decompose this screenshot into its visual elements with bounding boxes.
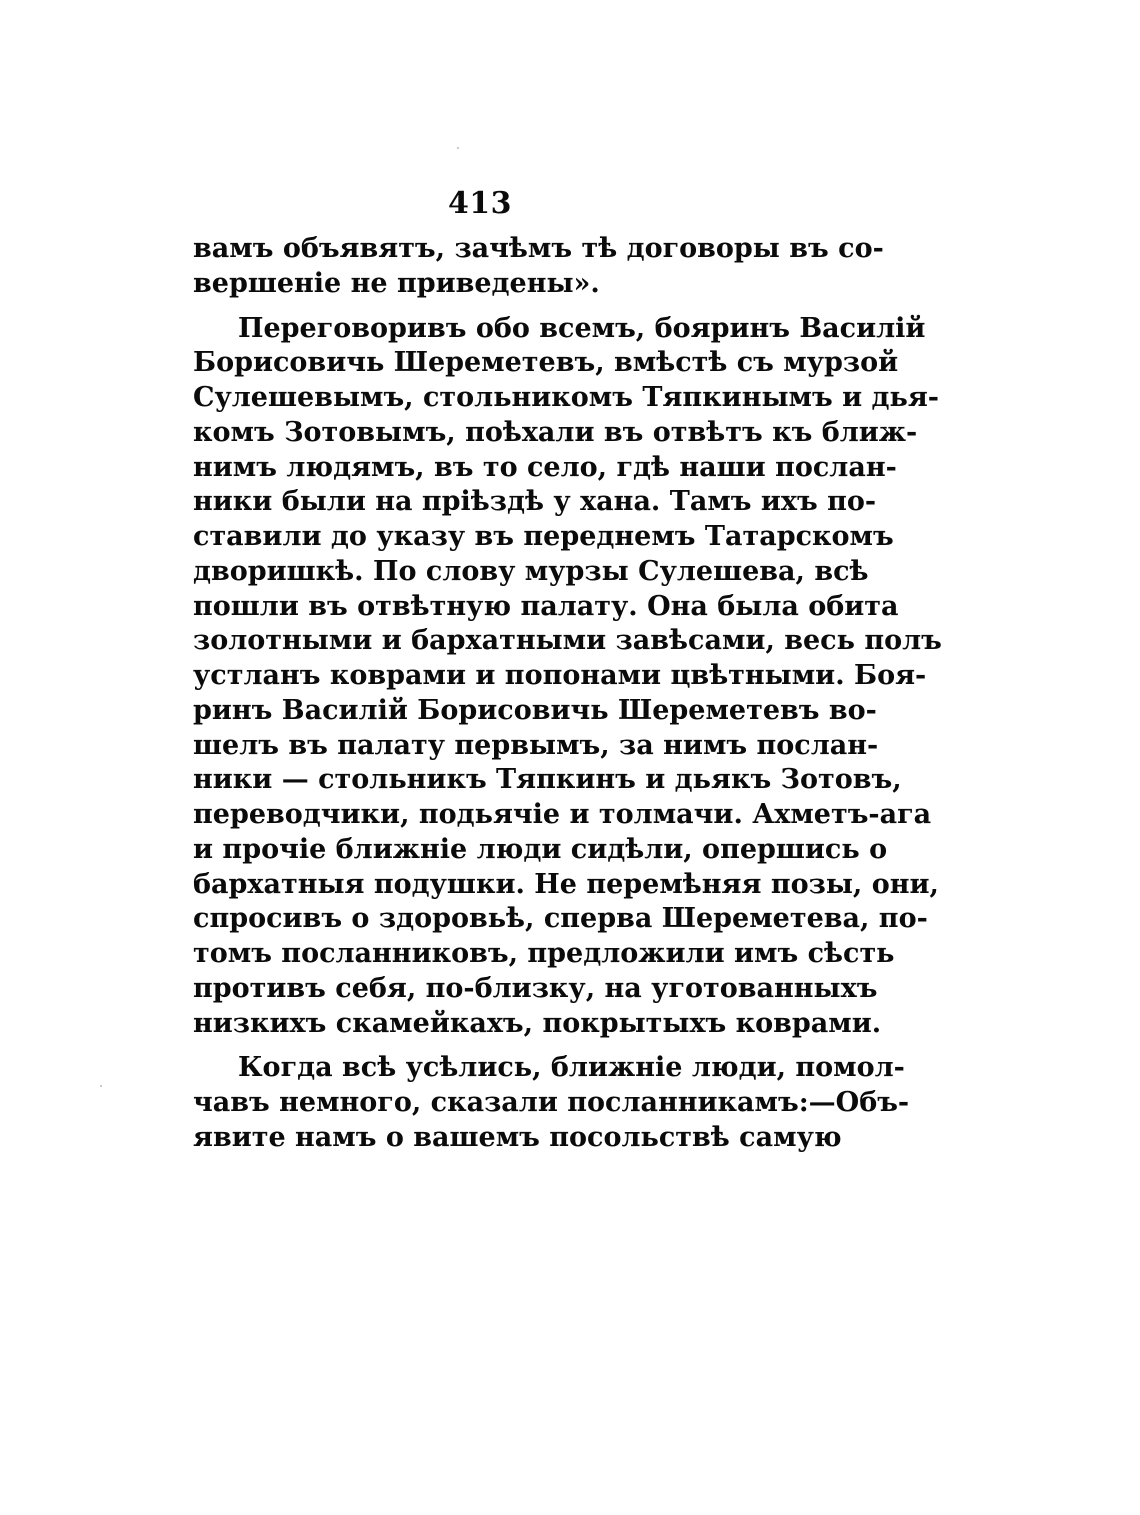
text-line: томъ посланниковъ, предложили имъ сѣсть bbox=[193, 938, 895, 969]
text-line: нимъ людямъ, въ то село, гдѣ наши послан- bbox=[193, 451, 897, 483]
text-line: явите намъ о вашемъ посольствѣ самую bbox=[193, 1121, 842, 1153]
paragraph-1 bbox=[193, 232, 884, 302]
text-line: пошли въ отвѣтную палату. Она была обита bbox=[193, 590, 899, 622]
text-line: вершеніе не приведены». bbox=[193, 267, 600, 299]
text-line: вамъ объявятъ, зачѣмъ тѣ договоры въ со- bbox=[193, 233, 884, 264]
text-line: переводчики, подьячіе и толмачи. Ахметъ-ага bbox=[193, 799, 932, 830]
text-line: Переговоривъ обо всемъ, бояринъ Василій bbox=[238, 312, 926, 344]
text-line: ники — стольникъ Тяпкинъ и дьякъ Зотовъ, bbox=[193, 764, 902, 796]
text-line: низкихъ скамейкахъ, покрытыхъ коврами. bbox=[193, 1007, 882, 1039]
paper-speck bbox=[457, 147, 459, 149]
text-line: золотными и бархатными завѣсами, весь полъ bbox=[193, 625, 942, 657]
text-line: комъ Зотовымъ, поѣхали въ отвѣтъ къ ближ- bbox=[193, 416, 918, 448]
text-line: дворишкѣ. По слову мурзы Сулешева, всѣ bbox=[193, 555, 869, 587]
body-text bbox=[193, 232, 942, 1156]
text-line: Сулешевымъ, стольникомъ Тяпкинымъ и дья- bbox=[193, 382, 939, 413]
paragraph-3 bbox=[193, 1051, 910, 1155]
text-line: противъ себя, по-близку, на уготованныхъ bbox=[193, 972, 878, 1004]
text-line: ринъ Василій Борисовичь Шереметевъ во- bbox=[193, 694, 877, 726]
text-line: бархатныя подушки. Не перемѣняя позы, они, bbox=[193, 868, 939, 900]
text-line: устланъ коврами и попонами цвѣтными. Боя- bbox=[193, 660, 927, 691]
paper-speck bbox=[100, 1085, 102, 1087]
text-line: чавъ немного, сказали посланникамъ:—Объ- bbox=[193, 1087, 910, 1118]
text-line: ставили до указу въ переднемъ Татарскомъ bbox=[193, 521, 894, 552]
text-line: Когда всѣ усѣлись, ближніе люди, помол- bbox=[238, 1052, 905, 1084]
text-line: шелъ въ палату первымъ, за нимъ послан- bbox=[193, 729, 879, 761]
text-line: и прочіе ближніе люди сидѣли, опершись о bbox=[193, 833, 888, 865]
text-line: спросивъ о здоровьѣ, сперва Шереметева, по- bbox=[193, 903, 928, 935]
paragraph-2 bbox=[193, 312, 942, 1042]
text-line: Борисовичь Шереметевъ, вмѣстѣ съ мурзой bbox=[193, 347, 899, 379]
page-number: 413 bbox=[447, 186, 513, 221]
text-line: ники были на пріѣздѣ у хана. Тамъ ихъ по- bbox=[193, 486, 877, 518]
